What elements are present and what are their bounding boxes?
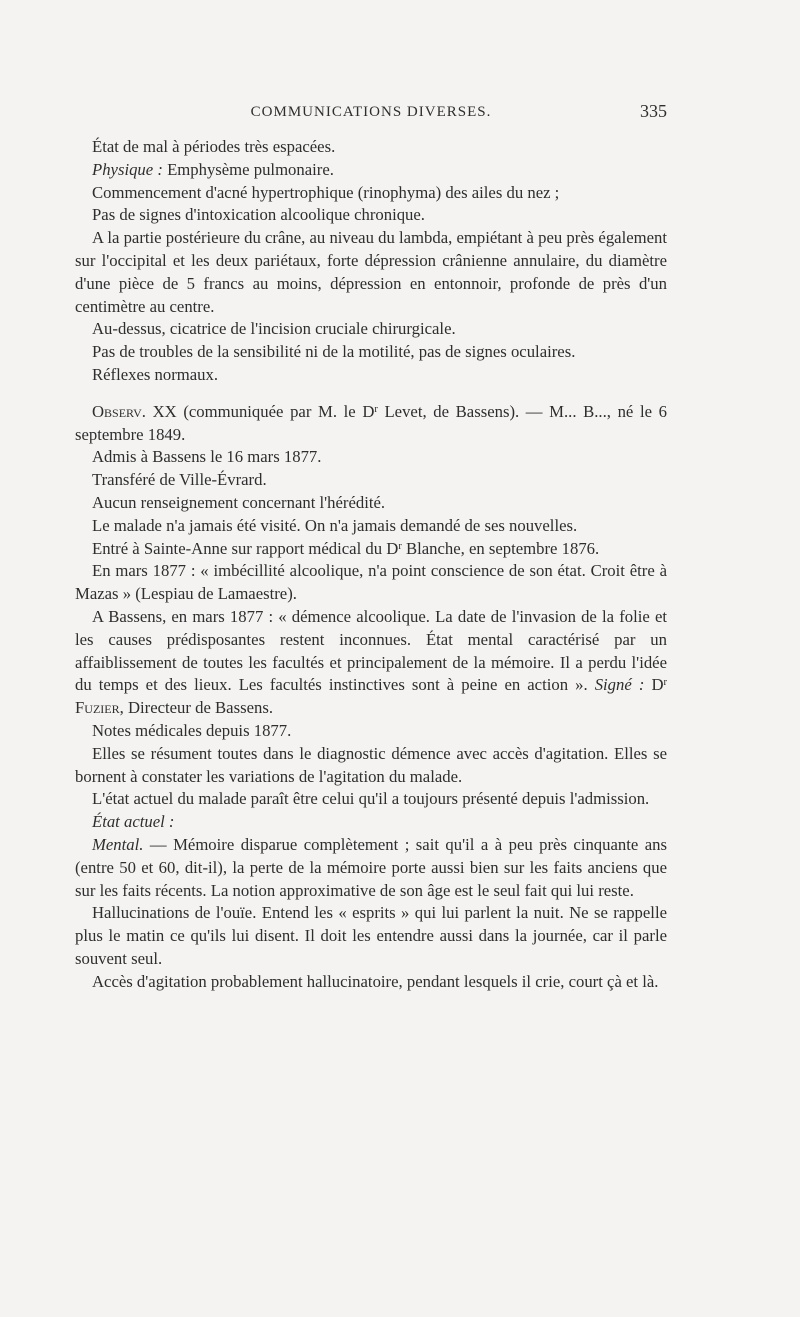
superscript: r	[398, 540, 402, 552]
observation-label: Observ.	[92, 401, 146, 421]
paragraph: Réflexes normaux.	[92, 364, 219, 384]
body-text	[75, 136, 667, 993]
paragraph: Pas de signes d'intoxication alcoolique chronique.	[92, 205, 425, 225]
section-label: Physique :	[92, 159, 163, 179]
page-header	[75, 101, 667, 130]
paragraph	[75, 159, 667, 182]
paragraph: Accès d'agitation probablement hallucinatoire, pendant lesquels il crie, court çà et là.	[92, 971, 659, 991]
paragraph-text: Blanche, en septembre 1876.	[401, 538, 600, 558]
observation-heading	[75, 401, 667, 447]
paragraph-text: A Bassens, en mars 1877 : « démence alcoolique. La date de l'invasion de la folie et les causes prédisposantes restent inconnues. État mental caractérisé par un affaiblissement de toutes les facultés et principalement de la mémoire. Il a perdu l'idée du temps et des lieux. Les facultés instinctives sont à peine en action ».	[75, 606, 667, 695]
paragraph: Commencement d'acné hypertrophique (rinophyma) des ailes du nez ;	[92, 182, 560, 202]
paragraph-text: D	[644, 675, 664, 695]
paragraph-text: Entré à Sainte-Anne sur rapport médical du D	[92, 538, 399, 558]
paragraph-text: — Mémoire disparue complètement ; sait qu'il a à peu près cinquante ans (entre 50 et 60, dit-il), la perte de la mémoire porte aussi bien sur les faits anciens que sur les faits récents. La notion approximative de son âge est le seul fait qui lui reste.	[75, 834, 667, 900]
superscript: r	[374, 403, 378, 415]
paragraph-text: Levet, de Bassens). — M... B..., né le 6 septembre 1849.	[75, 401, 667, 444]
paragraph: Hallucinations de l'ouïe. Entend les « esprits » qui lui parlent la nuit. Ne se rappelle plus le matin ce qu'ils lui disent. Il doit les entendre aussi dans la journée, car il parle souvent seul.	[75, 903, 667, 968]
paragraph: Admis à Bassens le 16 mars 1877.	[92, 447, 322, 467]
section-label: Mental.	[92, 834, 144, 854]
paragraph-text: XX (communiquée par M. le D	[145, 401, 375, 421]
running-title: COMMUNICATIONS DIVERSES.	[250, 104, 492, 120]
paragraph: Elles se résument toutes dans le diagnostic démence avec accès d'agitation. Elles se bornent à constater les variations de l'agitation du malade.	[75, 743, 667, 786]
paragraph: A la partie postérieure du crâne, au niveau du lambda, empiétant à peu près également sur l'occipital et les deux pariétaux, forte dépression crânienne annulaire, du diamètre d'une pièce de 5 francs au moins, dépression en entonnoir, profonde de près d'un centimètre au centre.	[75, 228, 667, 316]
paragraph: Transféré de Ville-Évrard.	[92, 470, 267, 490]
paragraph	[75, 606, 667, 720]
page-number: 335	[640, 101, 667, 121]
paragraph: Pas de troubles de la sensibilité ni de la motilité, pas de signes oculaires.	[92, 342, 576, 362]
paragraph: L'état actuel du malade paraît être celui qu'il a toujours présenté depuis l'admission.	[92, 789, 650, 809]
subheading: État actuel :	[92, 812, 175, 832]
paragraph: En mars 1877 : « imbécillité alcoolique, n'a point conscience de son état. Croit être à Mazas » (Lespiau de Lamaestre).	[75, 561, 667, 604]
paragraph-text: Emphysème pulmonaire.	[162, 159, 334, 179]
signatory-name: Fuzier	[75, 698, 120, 718]
paragraph: Au-dessus, cicatrice de l'incision cruciale chirurgicale.	[92, 319, 456, 339]
paragraph	[75, 834, 667, 902]
paragraph: Notes médicales depuis 1877.	[92, 720, 292, 740]
superscript: r	[663, 677, 667, 689]
paragraph	[75, 538, 667, 561]
paragraph-text: , Directeur de Bassens.	[119, 698, 273, 718]
paragraph: État de mal à périodes très espacées.	[92, 137, 336, 156]
paragraph: Aucun renseignement concernant l'hérédité.	[92, 492, 386, 512]
signature-label: Signé :	[594, 675, 645, 695]
paragraph: Le malade n'a jamais été visité. On n'a jamais demandé de ses nouvelles.	[92, 515, 578, 535]
